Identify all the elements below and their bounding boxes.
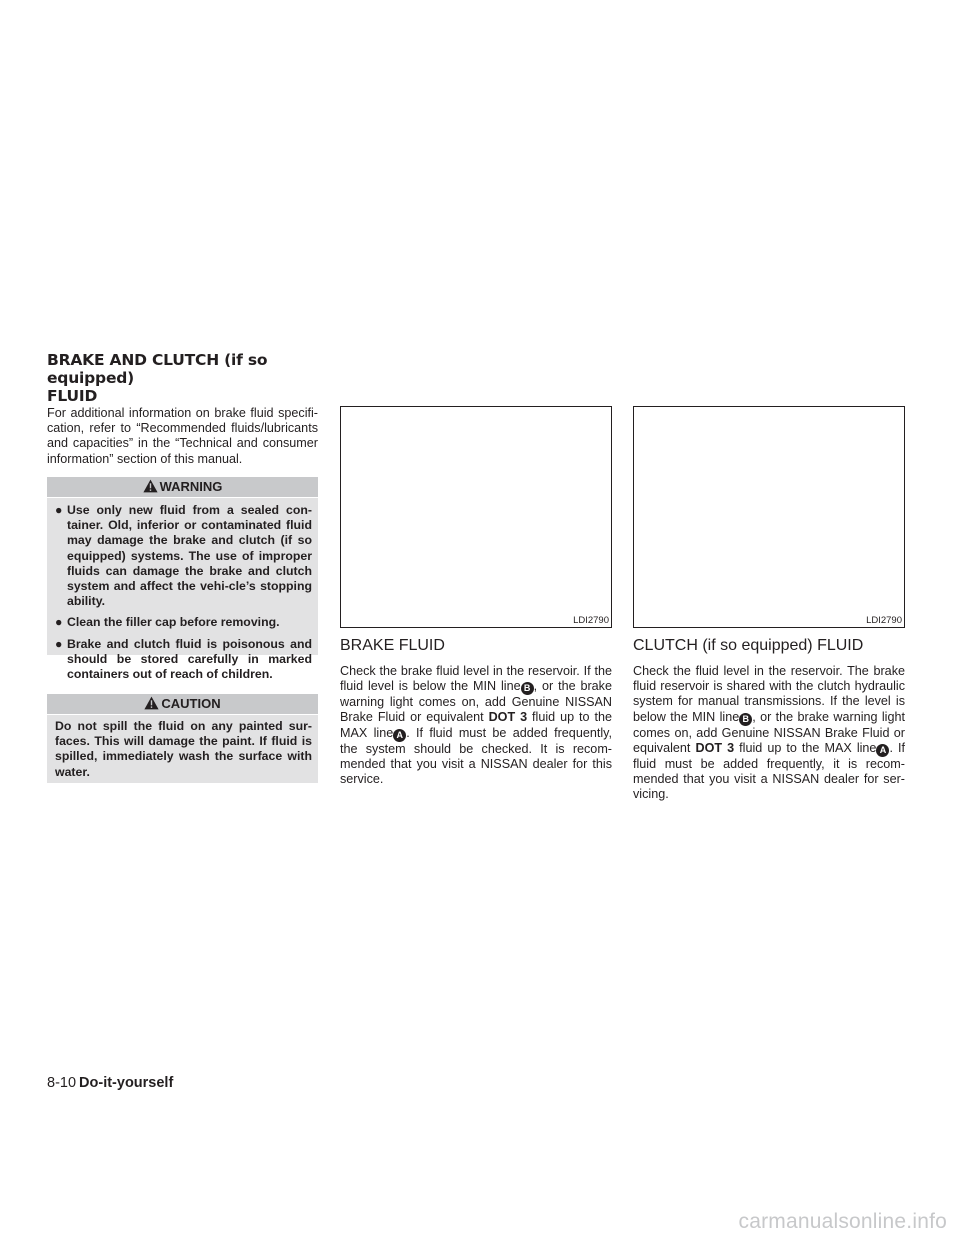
watermark: carmanualsonline.info xyxy=(738,1210,947,1233)
fluid-spec: DOT 3 xyxy=(488,710,528,725)
marker-b-icon: B xyxy=(521,682,534,695)
warning-body xyxy=(47,498,318,682)
clutch-text-part: . If fluid must be added frequently, it is recom-mended that you visit a NISSAN dealer for ser-vicing. xyxy=(633,740,905,802)
marker-b-icon: B xyxy=(739,713,752,726)
section-title-line1: BRAKE AND CLUTCH (if so equipped) xyxy=(47,351,268,387)
clutch-text-part: , or the brake warning light comes on, add Genuine NISSAN Brake Fluid or equivalent xyxy=(633,709,905,755)
chapter-name: Do-it-yourself xyxy=(79,1075,174,1091)
warning-item xyxy=(55,615,312,630)
caution-header xyxy=(47,694,318,714)
warning-header xyxy=(47,477,318,497)
figure-code: LDI2790 xyxy=(573,615,609,626)
brake-fluid-paragraph xyxy=(340,664,612,787)
marker-a-icon: A xyxy=(393,729,406,742)
section-title-line2: FLUID xyxy=(47,387,98,405)
warning-item xyxy=(55,637,312,683)
intro-paragraph: For additional information on brake fluid specifi-cation, refer to “Recommended fluids/lubricants and capacities” in the “Technical and consumer information” section of this manual. xyxy=(47,406,318,466)
caution-label: CAUTION xyxy=(161,696,221,711)
clutch-text-part: Check the fluid level in the reservoir. The brake fluid reservoir is shared with the clutch hydraulic system for manual transmissions. If the level is below the MIN line xyxy=(633,664,905,724)
warning-box xyxy=(47,477,318,682)
brake-fluid-heading: BRAKE FLUID xyxy=(340,637,445,654)
brake-text-part: . If fluid must be added frequently, the system should be checked. It is recom-mended that you visit a NISSAN dealer for this service. xyxy=(340,725,612,787)
page-number: 8-10 xyxy=(47,1075,77,1091)
clutch-text-part: fluid up to the MAX line xyxy=(734,740,877,755)
warning-label: WARNING xyxy=(159,479,223,494)
clutch-reservoir-figure xyxy=(633,406,905,628)
warning-item-text: Brake and clutch fluid is poisonous and should be stored carefully in marked containers out of reach of children. xyxy=(67,636,312,682)
clutch-fluid-paragraph xyxy=(633,664,905,802)
caution-body: Do not spill the fluid on any painted sur-faces. This will damage the paint. If fluid is spilled, immediately wash the surface with water. xyxy=(47,715,318,783)
clutch-fluid-heading: CLUTCH (if so equipped) FLUID xyxy=(633,637,864,654)
warning-item-text: Clean the filler cap before removing. xyxy=(67,615,280,630)
brake-text-part: Check the brake fluid level in the reservoir. If the fluid level is below the MIN line xyxy=(340,664,612,694)
fluid-spec: DOT 3 xyxy=(695,740,735,755)
brake-text-part: , or the brake warning light comes on, add Genuine NISSAN Brake Fluid or equivalent xyxy=(340,679,612,725)
warning-item-text: Use only new fluid from a sealed con-tainer. Old, inferior or contaminated fluid may damage the brake and clutch (if so equipped) systems. The use of improper fluids can damage the brake and clutch system and affect the vehi-cle’s stopping ability. xyxy=(67,503,312,609)
caution-box xyxy=(47,694,318,783)
bullet-icon: ● xyxy=(55,636,63,651)
page-footer xyxy=(47,1075,173,1091)
figure-code: LDI2790 xyxy=(866,615,902,626)
section-title xyxy=(47,351,347,405)
caution-triangle-icon xyxy=(144,696,159,716)
brake-text-part: fluid up to the MAX line xyxy=(340,710,612,740)
bullet-icon: ● xyxy=(55,615,63,630)
bullet-icon: ● xyxy=(55,503,63,517)
warning-item xyxy=(55,503,312,609)
warning-triangle-icon xyxy=(143,479,158,499)
brake-reservoir-figure xyxy=(340,406,612,628)
marker-a-icon: A xyxy=(876,744,889,757)
